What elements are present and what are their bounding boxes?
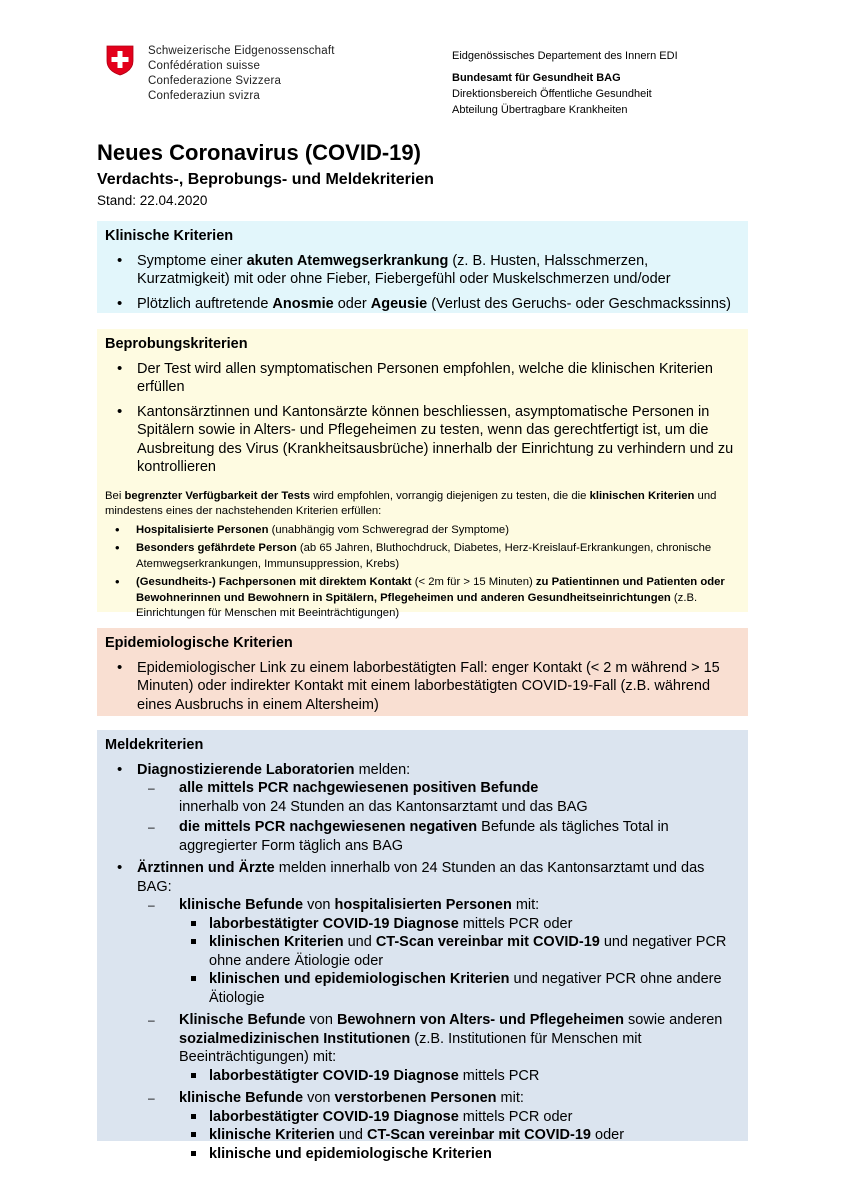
section-heading: Klinische Kriterien: [105, 228, 234, 244]
epidemiological-criteria-section: [97, 628, 748, 716]
list-item: • Kantonsärztinnen und Kantonsärzte können beschliessen, asymptomatische Personen in Spitälern sowie in Alters- und Pflegeheimen zu testen, wenn das gerechtfertigt ist, um die Ausbreitung des Virus (Krankheitsausbrüche) innerhalb der Einrichtung zu verhindern und zu kontrollieren: [105, 403, 740, 477]
section-heading: Meldekriterien: [105, 737, 204, 753]
confederation-name-it: Confederazione Svizzera: [148, 75, 282, 87]
list-item: klinische und epidemiologische Kriterien: [105, 1145, 740, 1164]
department-block: [452, 48, 678, 118]
list-item: – die mittels PCR nachgewiesenen negativen Befunde als tägliches Total in aggregierter Form täglich ans BAG: [105, 818, 740, 855]
confederation-names: [148, 44, 335, 104]
reporting-criteria-section: [97, 730, 748, 1162]
swiss-cross-logo: [104, 44, 136, 76]
office-name: Bundesamt für Gesundheit BAG: [452, 72, 621, 84]
list-item: • Ärztinnen und Ärzte melden innerhalb von 24 Stunden an das Kantonsarztamt und das BAG: – klinische Befunde von hospitalisierten Personen mit: laborbestätigter COVID-19 Diagnose mittels PCR oder klinischen Kriterien und CT-Scan vereinbar mit COVID-19 und negativer PCR ohne andere Ätiologie oder klinischen und epidemiologischen Kriterien und negativer PCR ohne andere Ätiologie – Klinische Befunde von Bewohnern von Alters- und Pflegeheimen sowie anderen sozialmedizinischen Institutionen (z.B. Institutionen für Menschen mit Beeinträchtigungen) mit: laborbestätigter COVID-19 Diagnose mittels PCR – klinische Befunde von verstorbenen Personen mit: laborbestätigter COVID-19 Diagnose mittels PCR oder klinische Kriterien und CT-Scan vereinbar mit COVID-19 oder klinische und epidemiologische Kriterien: [105, 859, 740, 1163]
list-item: • (Gesundheits-) Fachpersonen mit direktem Kontakt (< 2m für > 15 Minuten) zu Patientinnen und Patienten oder Bewohnerinnen und Bewohnern in Spitälern, Pflegeheimen und anderen Gesundheitseinrichtungen (z.B. Einrichtungen für Menschen mit Beeinträchtigungen): [105, 575, 740, 622]
list-item: • Diagnostizierende Laboratorien melden: – alle mittels PCR nachgewiesenen positiven Befunde innerhalb von 24 Stunden an das Kantonsarztamt und das BAG – die mittels PCR nachgewiesenen negativen Befunde als tägliches Total in aggregierter Form täglich ans BAG: [105, 761, 740, 856]
department-name: Eidgenössisches Departement des Innern EDI: [452, 50, 678, 62]
note-text: Bei begrenzter Verfügbarkeit der Tests wird empfohlen, vorrangig diejenigen zu testen, die die klinischen Kriterien und mindestens eines der nachstehenden Kriterien erfüllen:: [105, 489, 717, 517]
list-item: – klinische Befunde von hospitalisierten Personen mit: laborbestätigter COVID-19 Diagnose mittels PCR oder klinischen Kriterien und CT-Scan vereinbar mit COVID-19 und negativer PCR ohne andere Ätiologie oder klinischen und epidemiologischen Kriterien und negativer PCR ohne andere Ätiologie: [105, 896, 740, 1007]
page-title: Neues Coronavirus (COVID-19): [97, 140, 421, 165]
list-item: – alle mittels PCR nachgewiesenen positiven Befunde innerhalb von 24 Stunden an das Kantonsarztamt und das BAG: [105, 779, 740, 816]
list-item: • Hospitalisierte Personen (unabhängig vom Schweregrad der Symptome): [105, 523, 740, 539]
page-subtitle: Verdachts-, Beprobungs- und Meldekriterien: [97, 171, 434, 188]
list-item: klinischen und epidemiologischen Kriterien und negativer PCR ohne andere Ätiologie: [105, 970, 740, 1007]
document-date: Stand: 22.04.2020: [97, 193, 208, 208]
list-item: • Plötzlich auftretende Anosmie oder Ageusie (Verlust des Geruchs- oder Geschmackssinns): [105, 295, 740, 314]
section-heading: Beprobungskriterien: [105, 336, 248, 352]
unit-name: Abteilung Übertragbare Krankheiten: [452, 104, 628, 116]
list-item: • Der Test wird allen symptomatischen Personen empfohlen, welche die klinischen Kriterien erfüllen: [105, 360, 740, 397]
limited-availability-note: [105, 489, 740, 622]
list-item: • Symptome einer akuten Atemwegserkrankung (z. B. Husten, Halsschmerzen, Kurzatmigkeit) mit oder ohne Fieber, Fiebergefühl oder Muskelschmerzen und/oder: [105, 252, 740, 289]
list-item: klinische Kriterien und CT-Scan vereinbar mit COVID-19 oder: [105, 1126, 740, 1145]
list-item: laborbestätigter COVID-19 Diagnose mittels PCR oder: [105, 1108, 740, 1127]
list-item: • Besonders gefährdete Person (ab 65 Jahren, Bluthochdruck, Diabetes, Herz-Kreislauf-Erkrankungen, chronische Atemwegserkrankungen, Immunsuppression, Krebs): [105, 541, 740, 572]
confederation-name-rm: Confederaziun svizra: [148, 90, 261, 102]
list-item: – Klinische Befunde von Bewohnern von Alters- und Pflegeheimen sowie anderen sozialmedizinischen Institutionen (z.B. Institutionen für Menschen mit Beeinträchtigungen) mit: laborbestätigter COVID-19 Diagnose mittels PCR: [105, 1011, 740, 1085]
list-item: klinischen Kriterien und CT-Scan vereinbar mit COVID-19 und negativer PCR ohne andere Ätiologie oder: [105, 933, 740, 970]
list-item: – klinische Befunde von verstorbenen Personen mit: laborbestätigter COVID-19 Diagnose mittels PCR oder klinische Kriterien und CT-Scan vereinbar mit COVID-19 oder klinische und epidemiologische Kriterien: [105, 1089, 740, 1163]
division-name: Direktionsbereich Öffentliche Gesundheit: [452, 88, 652, 100]
section-heading: Epidemiologische Kriterien: [105, 635, 293, 651]
confederation-name-fr: Confédération suisse: [148, 60, 261, 72]
list-item: • Epidemiologischer Link zu einem laborbestätigten Fall: enger Kontakt (< 2 m während > 15 Minuten) oder indirekter Kontakt mit einem laborbestätigten COVID-19-Fall (z.B. während eines Ausbruchs in einem Altersheim): [105, 659, 740, 715]
sampling-criteria-section: [97, 329, 748, 619]
confederation-name-de: Schweizerische Eidgenossenschaft: [148, 45, 335, 57]
list-item: laborbestätigter COVID-19 Diagnose mittels PCR oder: [105, 915, 740, 934]
clinical-criteria-section: [97, 221, 748, 313]
list-item: laborbestätigter COVID-19 Diagnose mittels PCR: [105, 1067, 740, 1086]
